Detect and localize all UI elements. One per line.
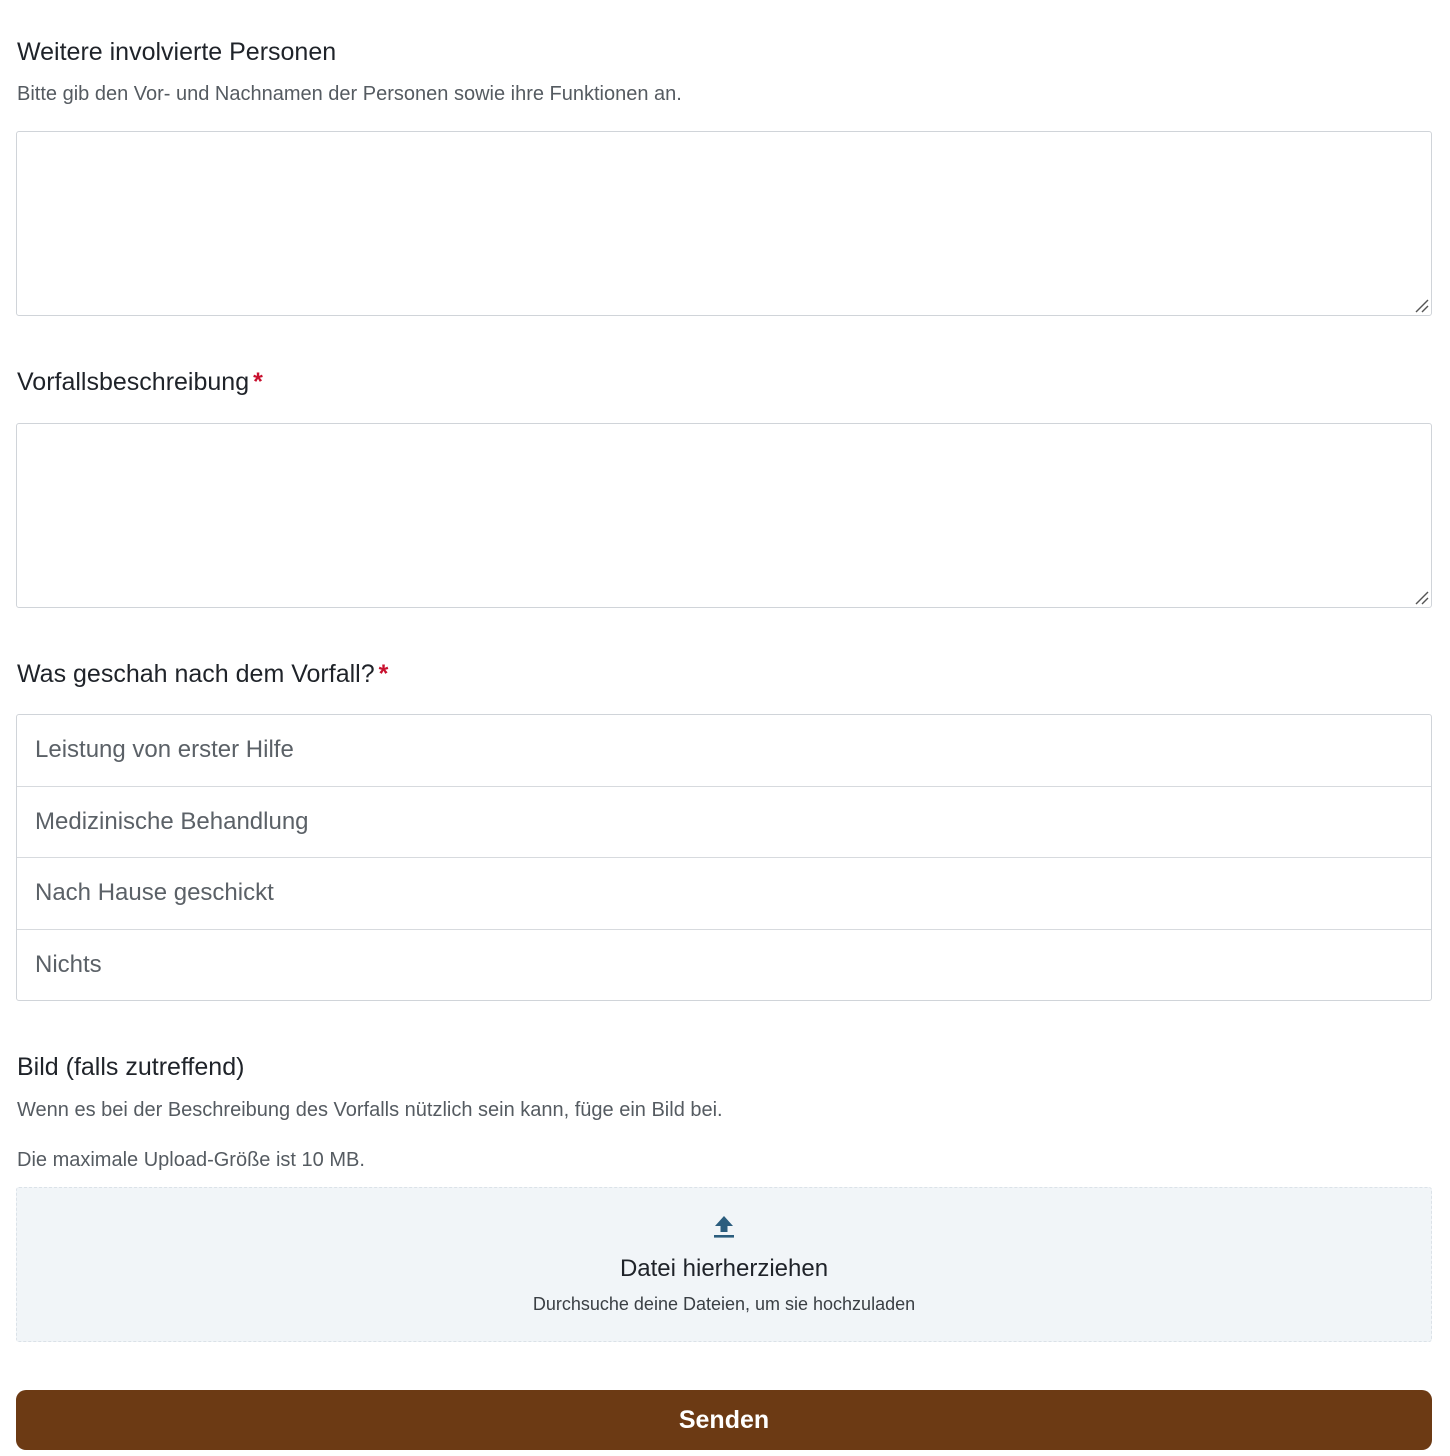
resize-grip-icon[interactable] [1413,589,1429,605]
required-indicator: * [378,660,389,688]
description-textarea[interactable] [16,423,1432,608]
aftermath-label-text: Was geschah nach dem Vorfall? [17,660,375,688]
dropzone-browse-link[interactable]: Durchsuche deine Dateien, um sie hochzuladen [532,1294,916,1314]
description-label-text: Vorfallsbeschreibung [17,368,250,396]
aftermath-options-list [16,714,1432,1001]
persons-field-help: Bitte gib den Vor- und Nachnamen der Personen sowie ihre Funktionen an. [17,83,682,105]
option-first-aid[interactable]: Leistung von erster Hilfe [17,715,1431,787]
dropzone-title: Datei hierherziehen [619,1255,829,1282]
required-indicator: * [253,368,263,396]
image-field-help: Wenn es bei der Beschreibung des Vorfalls nützlich sein kann, füge ein Bild bei. [17,1099,723,1121]
upload-size-note: Die maximale Upload-Größe ist 10 MB. [17,1149,365,1171]
option-medical-treatment[interactable]: Medizinische Behandlung [17,787,1431,859]
submit-button[interactable]: Senden [16,1390,1432,1450]
resize-grip-icon[interactable] [1413,297,1429,313]
persons-field-label: Weitere involvierte Personen [17,38,337,66]
image-field-label: Bild (falls zutreffend) [17,1053,245,1081]
description-field-label [17,367,263,397]
option-sent-home[interactable]: Nach Hause geschickt [17,858,1431,930]
upload-icon [713,1215,735,1239]
persons-textarea[interactable] [16,131,1432,316]
file-dropzone[interactable] [16,1187,1432,1342]
option-nothing[interactable]: Nichts [35,951,102,979]
aftermath-field-label [17,659,388,689]
